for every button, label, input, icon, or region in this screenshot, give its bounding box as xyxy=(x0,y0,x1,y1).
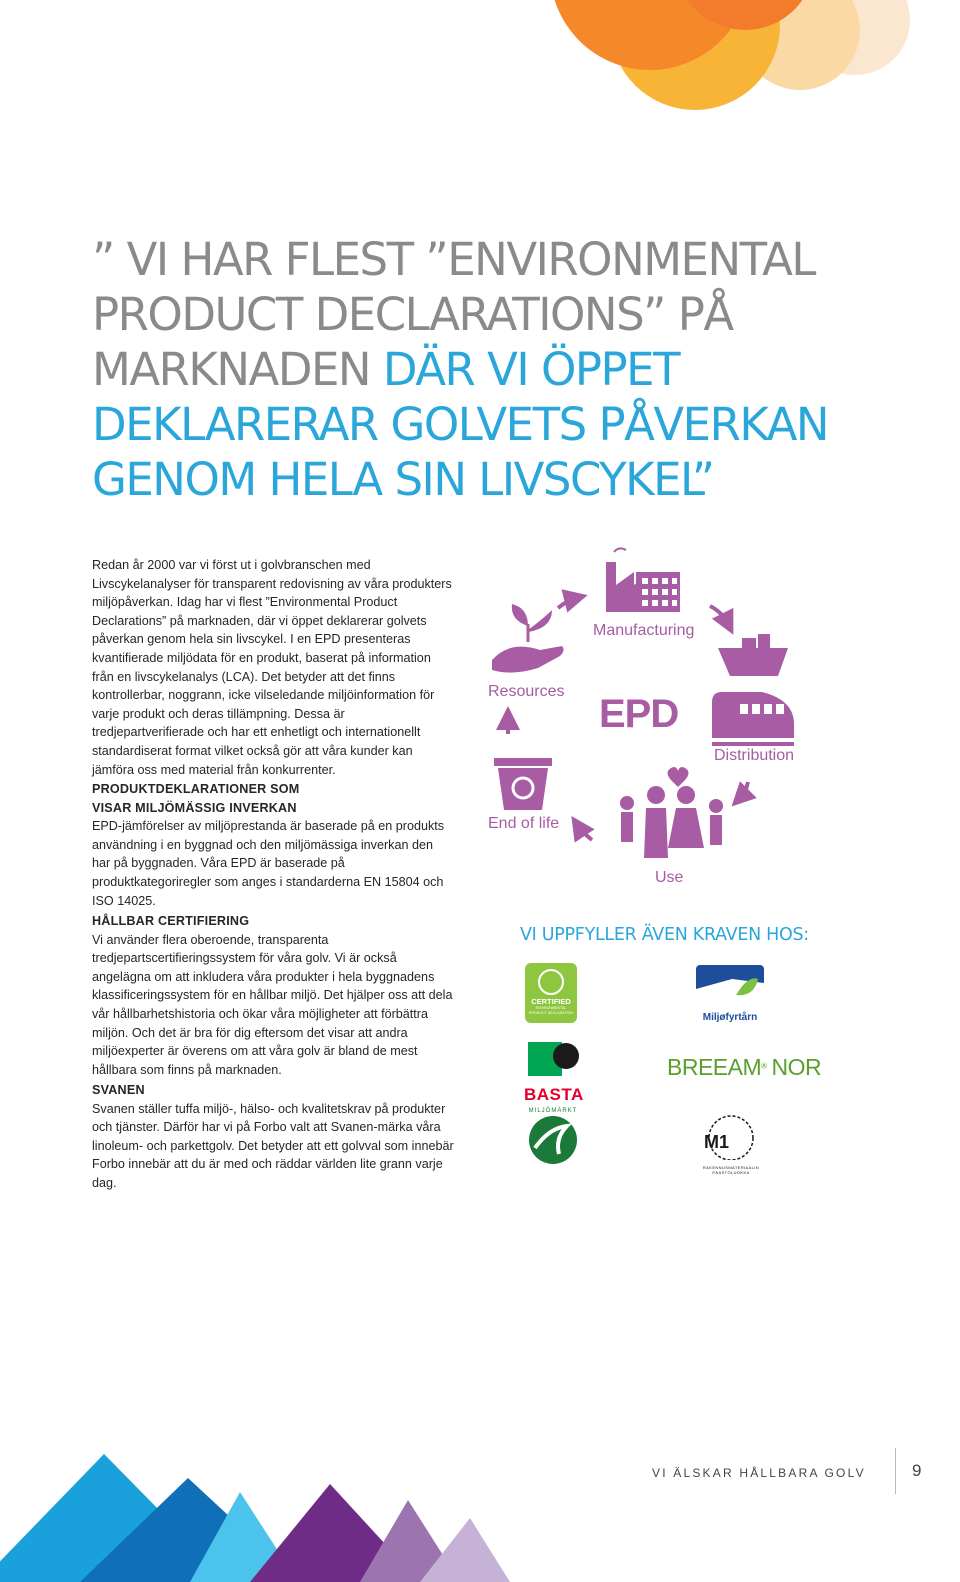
intro-text-block xyxy=(92,556,454,779)
section-heading: SVANEN xyxy=(92,1083,145,1097)
section-heading-line1: PRODUKTDEKLARATIONER SOM xyxy=(92,782,300,796)
recycle-bin-icon xyxy=(494,758,552,810)
decorative-triangles xyxy=(0,1450,520,1582)
svanen-arc-label: MILJÖMÄRKT xyxy=(528,1108,578,1114)
label-resources: Resources xyxy=(488,683,565,700)
family-icon xyxy=(620,767,723,858)
plant-in-hand-icon xyxy=(492,604,564,673)
m1-arc-label: RAKENNUSMATERIAALIN PÄÄSTÖLUOKKA xyxy=(702,1165,760,1175)
basta-emblem-icon xyxy=(524,1038,584,1080)
pull-quote xyxy=(92,232,852,507)
epd-center-label: EPD xyxy=(599,692,679,736)
page-number: 9 xyxy=(912,1461,922,1480)
m1-label: M1 xyxy=(704,1132,730,1152)
miljofyrtarn-logo xyxy=(692,965,768,1025)
section-heading-line2: VISAR MILJÖMÄSSIG INVERKAN xyxy=(92,800,297,815)
label-end-of-life: End of life xyxy=(488,815,560,832)
basta-logo xyxy=(524,1038,584,1104)
footer-tagline: VI ÄLSKAR HÅLLBARA GOLV xyxy=(652,1466,866,1480)
certified-epd-logo xyxy=(525,963,577,1023)
certified-sub1: ENVIRONMENTAL xyxy=(535,1006,567,1010)
breeam-nor-logo: BREEAM® NOR xyxy=(667,1054,822,1080)
section-body: Vi använder flera oberoende, transparenta tredjepartscertifieringssystem för våra golv. Vi är också angelägna om att inkludera våra produkter i hela byggnadens klassificeringssystem för en hållbar miljö. Det hjälper oss att dela vår hållbarhetshistoria och ökar våra möjligheter att förbättra miljön. Och det är bra för dig eftersom det visar att andra miljöexperter är överens om att våra golv är bland de mest hållbara som finns på marknaden. xyxy=(92,932,453,1077)
certified-label: CERTIFIED xyxy=(531,997,571,1006)
leaf-circle-icon xyxy=(538,969,564,995)
section-certification xyxy=(92,912,454,1079)
train-icon xyxy=(712,692,794,746)
pull-quote-highlight: DÄR VI ÖPPET DEKLARERAR GOLVETS PÅVERKAN GENOM HELA SIN LIVSCYKEL” xyxy=(92,343,829,506)
label-distribution: Distribution xyxy=(714,747,795,764)
section-body: Svanen ställer tuffa miljö-, hälso- och kvalitetskrav på produkter och tjänster. Därför har vi på Forbo valt att Svanen-märka våra linoleum- och parkettgolv. Det betyder att ett golvval som innebär Forbo innebär att du är med och räddar världen lite grann varje dag. xyxy=(92,1101,454,1190)
miljofyrtarn-emblem-icon xyxy=(696,965,764,1007)
section-body: EPD-jämförelser av miljöprestanda är baserade på en produkts användning i en byggnad och den miljömässiga inverkan den har på byggnaden. Våra EPD är baserade på produktkategoriregler som anges i standarderna EN 15804 och ISO 14025. xyxy=(92,819,445,908)
basta-label: BASTA xyxy=(524,1085,584,1104)
label-use: Use xyxy=(655,869,684,886)
pull-quote-plain: ” VI HAR FLEST ”ENVIRONMENTAL PRODUCT DECLARATIONS” PÅ MARKNADEN xyxy=(92,233,815,396)
section-svanen xyxy=(92,1081,454,1193)
certified-sub2: PRODUCT DECLARATION xyxy=(529,1011,573,1015)
section-heading: HÅLLBAR CERTIFIERING xyxy=(92,914,250,928)
miljofyrtarn-label: Miljøfyrtårn xyxy=(702,1012,758,1023)
label-manufacturing: Manufacturing xyxy=(593,622,695,639)
svanen-logo xyxy=(525,1108,581,1170)
m1-logo xyxy=(696,1108,766,1174)
swan-ecolabel-icon xyxy=(525,1114,581,1166)
breeam-nor-label: NOR xyxy=(771,1054,822,1080)
ship-icon xyxy=(718,634,788,676)
intro-paragraph: Redan år 2000 var vi först ut i golvbranschen med Livscykelanalyser för transparent redovisning av våra produkters miljöpåverkan. Idag har vi flest ”Environmental Product Declarations” på marknaden, där vi öppet deklarerar golvets påverkan genom hela sin livscykel. I en EPD presenteras kvantifierade miljödata för en produkt, baserat på information från en livscykelanalys (LCA). Det betyder att det finns kontrollerbar, noggrann, icke vilseledande miljöinformation för varje produkt och deras tillämpning. Dessa är tredjepartverifierade och har ett enhetligt och internationellt standardiserat format vilket också gör att våra kunder kan jämföra oss med material från konkurrenter. xyxy=(92,558,452,777)
decorative-circles xyxy=(0,0,960,120)
footer-divider xyxy=(895,1448,896,1494)
requirements-heading: VI UPPFYLLER ÄVEN KRAVEN HOS: xyxy=(520,925,809,945)
breeam-label: BREEAM xyxy=(667,1054,762,1080)
section-product-declarations xyxy=(92,780,454,910)
